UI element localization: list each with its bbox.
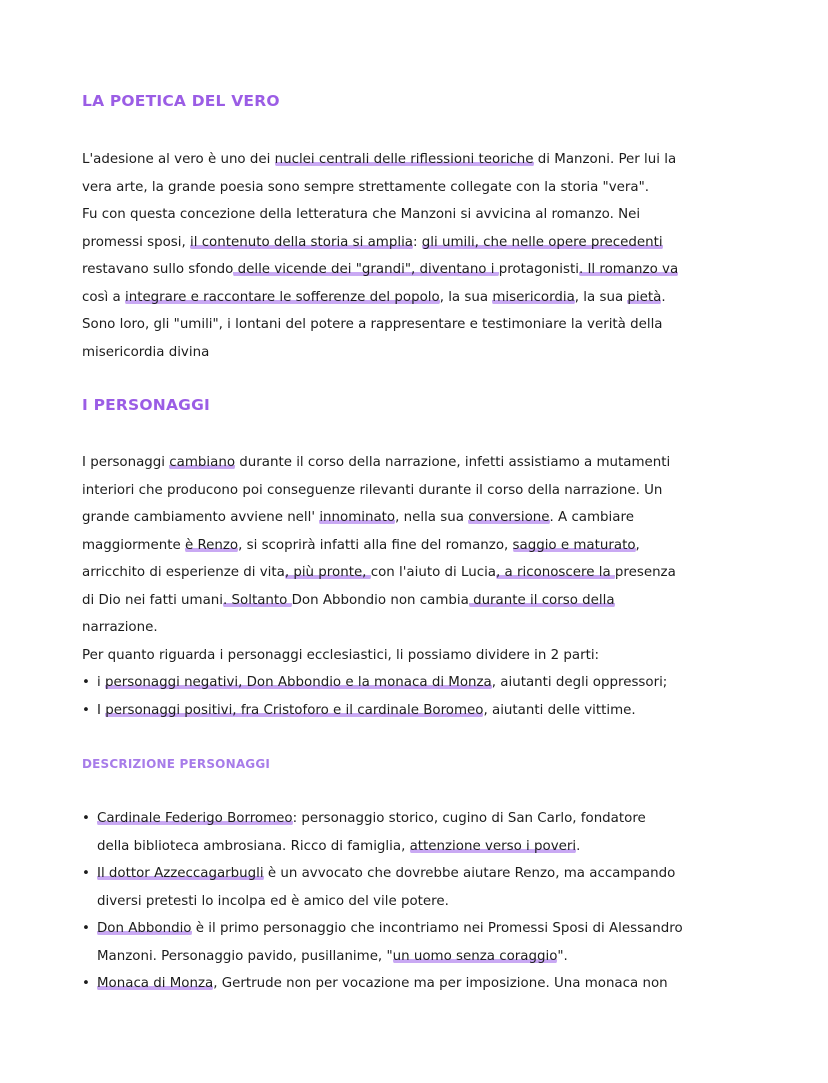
bullet-icon: • — [82, 702, 90, 718]
highlighted-text: è Renzo — [184, 537, 239, 553]
text-run: ". — [557, 948, 568, 964]
highlighted-text: Don Abbondio — [97, 921, 192, 936]
text-run: I — [97, 702, 106, 718]
text-run: così a — [82, 289, 125, 305]
text-run: , la sua — [574, 289, 628, 305]
highlighted-text: il contenuto della storia si amplia — [190, 234, 413, 250]
highlighted-text: . Soltanto — [223, 592, 292, 608]
text-run: maggiormente — [82, 537, 185, 553]
paragraph-line — [82, 234, 663, 252]
paragraph-line — [82, 564, 676, 582]
text-run: . — [661, 289, 666, 305]
paragraph-line — [82, 206, 640, 224]
text-run: interiori che producono poi conseguenze rilevanti durante il corso della narrazione. Un — [82, 482, 663, 498]
text-run: , nella sua — [395, 510, 469, 525]
highlighted-text: conversione — [468, 510, 550, 525]
bullet-icon: • — [82, 976, 90, 991]
list-item — [97, 674, 667, 692]
paragraph-line — [82, 537, 640, 555]
paragraph-line — [82, 344, 209, 362]
paragraph-line — [82, 619, 158, 637]
text-run: , — [635, 537, 640, 553]
highlighted-text: pietà — [627, 289, 662, 305]
text-run: è un avvocato che dovrebbe aiutare Renzo, ma accampando — [263, 866, 676, 881]
text-run: narrazione. — [82, 620, 158, 635]
highlighted-text: . Il romanzo va — [578, 262, 679, 277]
paragraph-line — [82, 509, 634, 527]
text-run: grande cambiamento avviene nell' — [82, 510, 320, 525]
paragraph-line — [82, 289, 666, 307]
list-item — [97, 893, 449, 911]
section-title-personaggi: I PERSONAGGI — [82, 396, 210, 414]
section-title-descrizione: DESCRIZIONE PERSONAGGI — [82, 757, 271, 771]
highlighted-text: attenzione verso i poveri — [409, 838, 577, 854]
text-run: , aiutanti degli oppressori; — [491, 675, 668, 690]
paragraph-line — [82, 592, 615, 610]
list-item — [97, 702, 636, 720]
text-run: restavano sullo sfondo — [82, 262, 234, 277]
bullet-icon: • — [82, 675, 90, 690]
text-run: : personaggio storico, cugino di San Carlo, fondatore — [292, 811, 646, 826]
highlighted-text: Monaca di Monza — [97, 976, 214, 991]
text-run: Don Abbondio non cambia — [291, 592, 469, 608]
text-run: Per quanto riguarda i personaggi ecclesiastici, li possiamo dividere in 2 parti: — [82, 647, 600, 663]
highlighted-text: misericordia — [492, 289, 575, 305]
text-run: Fu con questa concezione della letteratura che Manzoni si avvicina al romanzo. Nei — [82, 207, 641, 222]
list-item — [97, 865, 675, 883]
highlighted-text: , a riconoscere la — [496, 565, 615, 580]
text-run: diversi pretesti lo incolpa ed è amico del vile potere. — [97, 893, 449, 909]
text-run: vera arte, la grande poesia sono sempre strettamente collegate con la storia "vera". — [82, 179, 649, 195]
text-run: con l'aiuto di Lucia — [370, 565, 496, 580]
bullet-icon: • — [82, 921, 90, 936]
text-run: di Dio nei fatti umani — [82, 592, 224, 608]
text-run: i — [97, 675, 105, 690]
highlighted-text: delle vicende dei "grandi", diventano i — [233, 262, 499, 277]
text-run: della biblioteca ambrosiana. Ricco di famiglia, — [97, 838, 410, 854]
highlighted-text: Cardinale Federigo Borromeo — [97, 811, 293, 826]
paragraph-line — [82, 482, 662, 500]
highlighted-text: un uomo senza coraggio — [392, 948, 558, 964]
highlighted-text: , più pronte, — [284, 565, 371, 580]
text-run: arricchito di esperienze di vita — [82, 565, 285, 580]
text-run: Manzoni. Personaggio pavido, pusillanime, " — [97, 948, 393, 964]
text-run: presenza — [614, 565, 676, 580]
highlighted-text: saggio e maturato — [512, 537, 636, 553]
text-run: Sono loro, gli "umili", i lontani del potere a rappresentare e testimoniare la verità della — [82, 317, 663, 332]
text-run: , aiutanti delle vittime. — [483, 702, 636, 718]
list-item — [97, 920, 683, 938]
highlighted-text: innominato — [319, 510, 396, 525]
highlighted-text: cambiano — [169, 455, 236, 470]
list-item — [97, 975, 668, 993]
highlighted-text: personaggi negativi, Don Abbondio e la monaca di Monza — [104, 675, 492, 690]
bullet-icon: • — [82, 811, 90, 826]
paragraph-line — [82, 316, 663, 334]
highlighted-text: Il dottor Azzeccagarbugli — [97, 866, 264, 881]
text-run: promessi sposi, — [82, 234, 190, 250]
text-run: , si scoprirà infatti alla fine del romanzo, — [238, 537, 513, 553]
text-run: misericordia divina — [82, 344, 210, 360]
text-run: . A cambiare — [549, 510, 634, 525]
highlighted-text: gli umili, che nelle opere precedenti — [421, 234, 663, 250]
text-run: protagonisti — [498, 262, 579, 277]
highlighted-text: integrare e raccontare le sofferenze del popolo — [124, 289, 440, 305]
text-run: . — [576, 838, 581, 854]
text-run: di Manzoni. Per lui la — [533, 152, 677, 167]
highlighted-text: nuclei centrali delle riflessioni teoriche — [274, 152, 534, 167]
paragraph-line — [82, 454, 670, 472]
highlighted-text: personaggi positivi, fra Cristoforo e il cardinale Boromeo — [105, 702, 484, 718]
paragraph-line — [82, 179, 649, 197]
highlighted-text: durante il corso della — [468, 592, 615, 608]
paragraph-line — [82, 151, 676, 169]
list-item — [97, 810, 646, 828]
text-run: : — [413, 234, 422, 250]
bullet-icon: • — [82, 866, 90, 881]
list-item — [97, 948, 568, 966]
text-run: , la sua — [439, 289, 493, 305]
section-title-poetica: LA POETICA DEL VERO — [82, 92, 280, 110]
paragraph-line — [82, 647, 599, 665]
text-run: , Gertrude non per vocazione ma per imposizione. Una monaca non — [213, 976, 668, 991]
text-run: L'adesione al vero è uno dei — [82, 152, 275, 167]
text-run: è il primo personaggio che incontriamo nei Promessi Sposi di Alessandro — [191, 921, 683, 936]
text-run: I personaggi — [82, 455, 170, 470]
text-run: durante il corso della narrazione, infetti assistiamo a mutamenti — [235, 455, 671, 470]
list-item — [97, 838, 580, 856]
paragraph-line — [82, 261, 678, 279]
